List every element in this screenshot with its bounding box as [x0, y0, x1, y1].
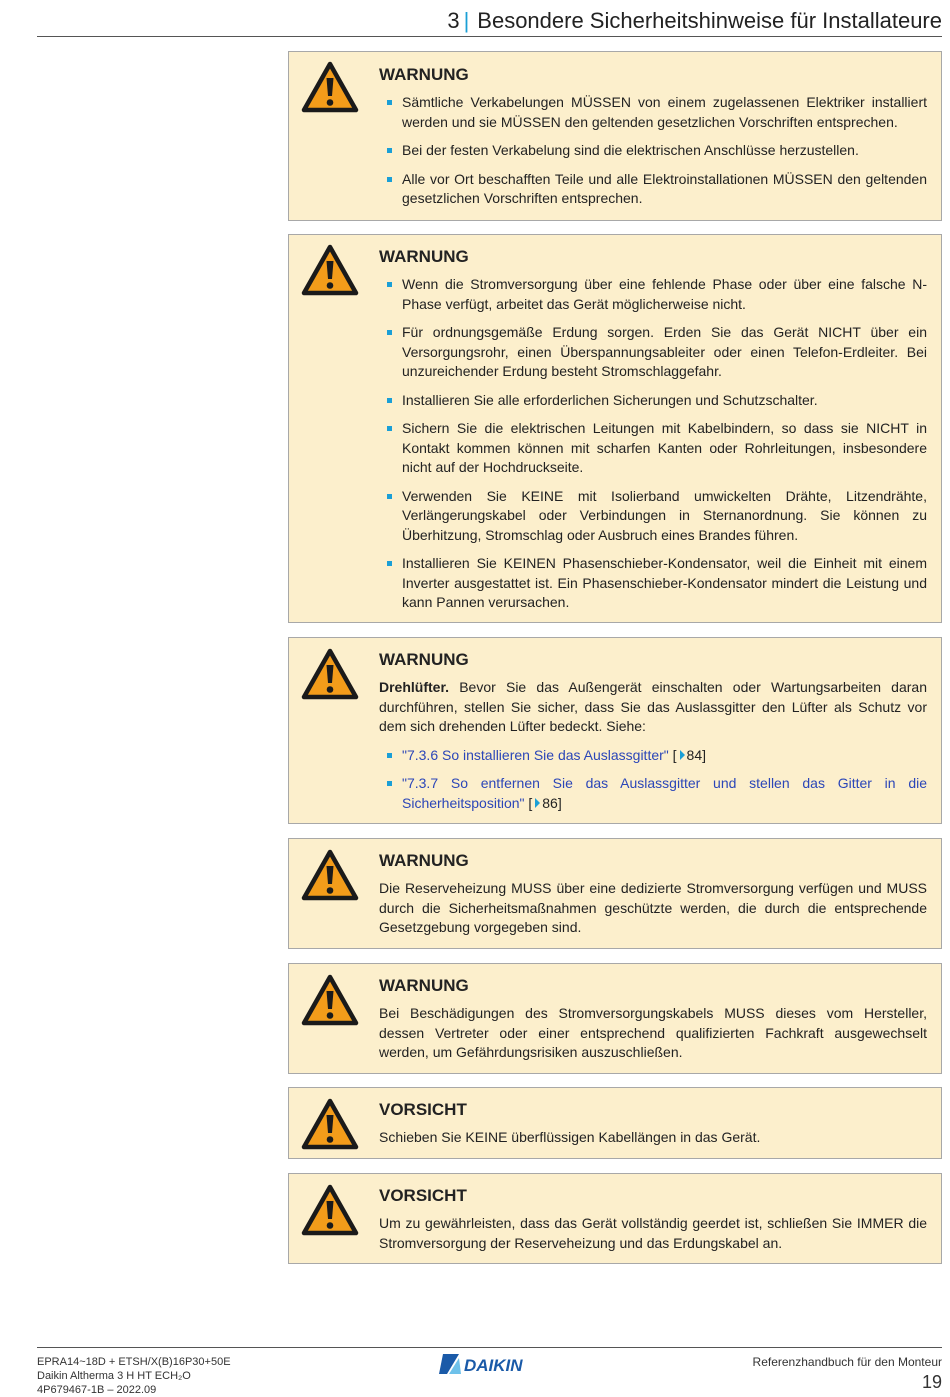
- list-item: [379, 746, 927, 766]
- caution-box-1: [288, 1087, 942, 1159]
- box-title: VORSICHT: [379, 1186, 467, 1205]
- footer-left: [37, 1355, 231, 1397]
- warning-triangle-icon: [301, 1098, 359, 1150]
- footer-right: [753, 1355, 942, 1395]
- page-reference[interactable]: [ 84]: [672, 746, 707, 763]
- warning-box-1: [288, 51, 942, 221]
- list-item: Installieren Sie alle erforderlichen Sicherungen und Schutzschalter.: [379, 391, 927, 411]
- warning-triangle-icon: [301, 974, 359, 1026]
- warning-box-2: [288, 234, 942, 623]
- list-item: Installieren Sie KEINEN Phasenschieber-Kondensator, weil die Einheit mit einem Inverter ausgestattet ist. Ein Phasenschieber-Kondensator mindert die Leistung und kann Pannen verursachen.: [379, 554, 927, 613]
- list-item: Für ordnungsgemäße Erdung sorgen. Erden Sie das Gerät NICHT über ein Versorgungsrohr, einen Überspannungsableiter oder einen Telefon-Erdleiter. Bei unzureichender Erdung besteht Stromschlaggefahr.: [379, 323, 927, 382]
- page-number: 19: [921, 1372, 942, 1392]
- page-footer: [37, 1347, 942, 1395]
- box-title: WARNUNG: [379, 976, 469, 995]
- list-item: Verwenden Sie KEINE mit Isolierband umwickelten Drähte, Litzendrähte, Verlängerungskabel oder Verbindungen in Sternanordnung. Sie können zu Überhitzung, Stromschlag oder Ausbruch eines Brandes führen.: [379, 487, 927, 546]
- page-arrow-icon: [680, 750, 685, 760]
- warning-box-5: [288, 963, 942, 1074]
- warning-box-3: [288, 637, 942, 824]
- lead-bold: Drehlüfter.: [379, 679, 450, 695]
- bullet-list: [379, 275, 927, 613]
- box-paragraph: Die Reserveheizung MUSS über eine dedizierte Stromversorgung verfügen und MUSS durch die Sicherheitsmaßnahmen geschützte werden, die durch die entsprechende Gesetzgebung vorgegeben sind.: [379, 880, 927, 935]
- list-item: Alle vor Ort beschafften Teile und alle Elektroinstallationen MÜSSEN den geltenden gesetzlichen Vorschriften entsprechen.: [379, 170, 927, 209]
- warning-triangle-icon: [301, 1184, 359, 1236]
- list-item: Sichern Sie die elektrischen Leitungen mit Kabelbindern, so dass sie NICHT in Kontakt kommen können mit scharfen Kanten oder Rohrleitungen, insbesondere nicht auf der Hochdruckseite.: [379, 419, 927, 478]
- page-arrow-icon: [535, 798, 540, 808]
- warning-triangle-icon: [301, 849, 359, 901]
- footer-model: EPRA14~18D + ETSH/X(B)16P30+50E: [37, 1356, 231, 1368]
- footer-product: Daikin Altherma 3 H HT ECH₂O: [37, 1370, 191, 1382]
- caution-box-2: [288, 1173, 942, 1264]
- warning-triangle-icon: [301, 244, 359, 296]
- section-link[interactable]: "7.3.7 So entfernen Sie das Auslassgitter und stellen das Gitter in die Sicherheitsposition": [402, 775, 927, 811]
- list-item: Sämtliche Verkabelungen MÜSSEN von einem zugelassenen Elektriker installiert werden und sie MÜSSEN den geltenden gesetzlichen Vorschriften entsprechen.: [379, 93, 927, 132]
- logo-text: DAIKIN: [464, 1356, 523, 1375]
- bullet-list: [379, 93, 927, 209]
- page-reference[interactable]: [ 86]: [528, 794, 562, 811]
- list-item: Bei der festen Verkabelung sind die elektrischen Anschlüsse herzustellen.: [379, 141, 927, 161]
- chapter-title: Besondere Sicherheitshinweise für Installateure: [477, 8, 942, 33]
- link-list: [379, 746, 927, 814]
- box-title: WARNUNG: [379, 650, 469, 669]
- chapter-divider: |: [463, 8, 470, 33]
- box-paragraph: Bei Beschädigungen des Stromversorgungskabels MUSS dieses vom Hersteller, dessen Vertreter oder einer entsprechend qualifizierten Fachkraft ausgewechselt werden, um Gefährdungsrisiken auszuschließen.: [379, 1005, 927, 1060]
- section-link[interactable]: "7.3.6 So installieren Sie das Auslassgitter": [402, 746, 669, 763]
- list-item: [379, 774, 927, 813]
- list-item: Wenn die Stromversorgung über eine fehlende Phase oder über eine falsche N-Phase verfügt, arbeitet das Gerät möglicherweise nicht.: [379, 275, 927, 314]
- warning-triangle-icon: [301, 648, 359, 700]
- box-title: WARNUNG: [379, 65, 469, 84]
- warning-triangle-icon: [301, 61, 359, 113]
- manual-title: Referenzhandbuch für den Monteur: [752, 1355, 942, 1369]
- lead-text: Bevor Sie das Außengerät einschalten oder Wartungsarbeiten daran durchführen, stellen Sie sicher, dass Sie das Auslassgitter den Lüfter als Schutz vor dem sich drehenden Lüfter bedeckt. Siehe:: [379, 679, 927, 734]
- chapter-heading: [447, 8, 942, 33]
- daikin-logo: [437, 1352, 541, 1376]
- box-paragraph: [379, 678, 927, 737]
- box-title: VORSICHT: [379, 1100, 467, 1119]
- page-header: [37, 0, 942, 37]
- box-paragraph: Um zu gewährleisten, dass das Gerät vollständig geerdet ist, schließen Sie IMMER die Stromversorgung der Reserveheizung und das Erdungskabel an.: [379, 1215, 927, 1251]
- footer-docnumber: 4P679467-1B – 2022.09: [37, 1384, 157, 1396]
- box-title: WARNUNG: [379, 247, 469, 266]
- box-title: WARNUNG: [379, 851, 469, 870]
- box-paragraph: Schieben Sie KEINE überflüssigen Kabellängen in das Gerät.: [379, 1129, 761, 1145]
- chapter-number: 3: [447, 8, 460, 33]
- warning-box-4: [288, 838, 942, 949]
